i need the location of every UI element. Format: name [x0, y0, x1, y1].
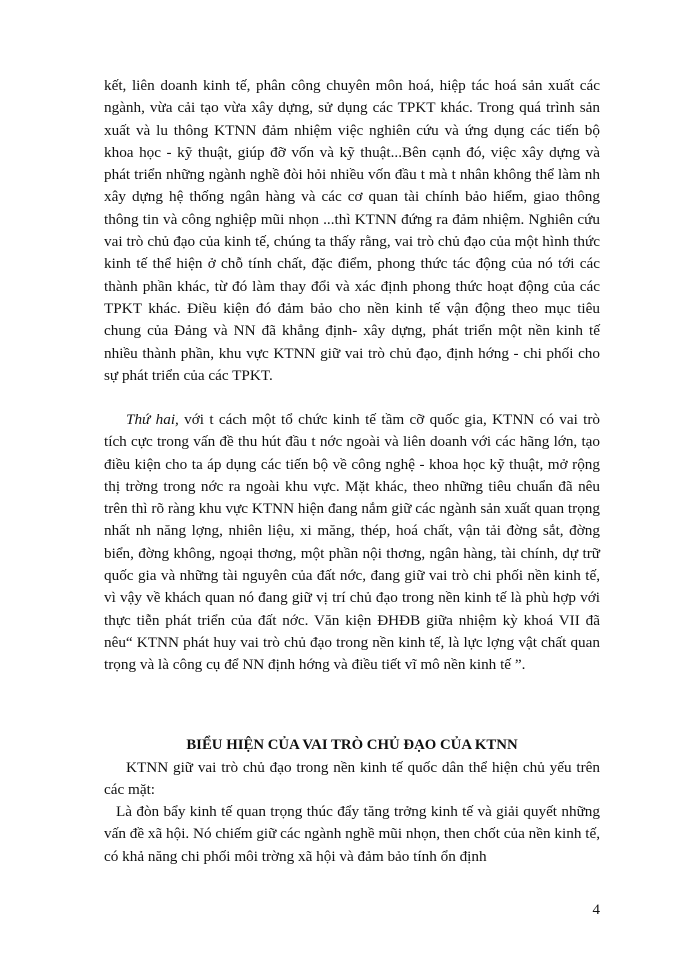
paragraph-2-body: với t cách một tổ chức kinh tế tầm cỡ quốc gia, KTNN có vai trò tích cực trong vấn đề thu hút đầu t nớc ngoài và liên doanh với các hãng lớn, tạo điều kiện cho ta áp dụng các tiến bộ về công nghệ - khoa học kỹ thuật, mở rộng thị trờng trong nớc ra ngoài khu vực. Mặt khác, theo những tiêu chuẩn đã nêu trên thì rõ ràng khu vực KTNN hiện đang nắm giữ các ngành sản xuất quan trọng nhất nh năng lợng, nhiên liệu, xi măng, thép, hoá chất, vận tải đờng sắt, đờng biển, đờng không, ngoại thơng, một phần nội thơng, ngân hàng, tài chính, dự trữ quốc gia và những tài nguyên của đất nớc, đang giữ vai trò chi phối nền kinh tế, vì vậy về khách quan nó đang giữ vị trí chủ đạo trong nền kinh tế là phù hợp với thực tiễn phát triển của đất nớc. Văn kiện ĐHĐB giữa nhiệm kỳ khoá VII đã nêu“ KTNN phát huy vai trò chủ đạo trong nền kinh tế, là lực lợng vật chất quan trọng và là công cụ để NN định hớng và điều tiết vĩ mô nền kinh tế ”.: [104, 411, 600, 674]
paragraph-3: KTNN giữ vai trò chủ đạo trong nền kinh tế quốc dân thể hiện chủ yếu trên các mặt:: [104, 759, 600, 799]
paragraph-1: kết, liên doanh kinh tế, phân công chuyên môn hoá, hiệp tác hoá sản xuất các ngành, vừa cải tạo vừa xây dựng, sử dụng các TPKT khác. Trong quá trình sản xuất và lu thông KTNN đảm nhiệm việc nghiên cứu và ứng dụng các tiến bộ khoa học - kỹ thuật, giúp đỡ vốn và kỹ thuật...Bên cạnh đó, việc xây dựng và phát triển những ngành nghề đòi hỏi nhiều vốn đầu t mà t nhân không thể làm nh xây dựng hệ thống ngân hàng và các cơ quan tài chính bảo hiểm, giao thông thông tin và công nghiệp mũi nhọn ...thì KTNN đứng ra đảm nhiệm. Nghiên cứu vai trò chủ đạo của kinh tế, chúng ta thấy rằng, vai trò chủ đạo của một hình thức kinh tế thể hiện ở chỗ tính chất, đặc điểm, phong thức tác động của nó tới các thành phần khác, từ đó làm thay đổi và xác định phong thức hoạt động của các TPKT khác. Điều kiện đó đảm bảo cho nền kinh tế vận động theo mục tiêu chung của Đảng và NN đã khẳng định- xây dựng, phát triển một nền kinh tế nhiều thành phần, khu vực KTNN giữ vai trò chủ đạo, định hớng - chi phối cho sự phát triển của các TPKT.: [104, 77, 600, 384]
paragraph-2: [104, 409, 600, 677]
section-heading: BIỂU HIỆN CỦA VAI TRÒ CHỦ ĐẠO CỦA KTNN: [186, 737, 518, 753]
paragraph-2-lead: Thứ hai,: [126, 411, 179, 428]
page-number: 4: [592, 902, 600, 918]
paragraph-4: Là đòn bẩy kinh tế quan trọng thúc đẩy tăng trởng kinh tế và giải quyết những vấn đề xã hội. Nó chiếm giữ các ngành nghề mũi nhọn, then chốt của nền kinh tế, có khả năng chi phối môi trờng xã hội và đảm bảo tính ổn định: [104, 803, 600, 865]
